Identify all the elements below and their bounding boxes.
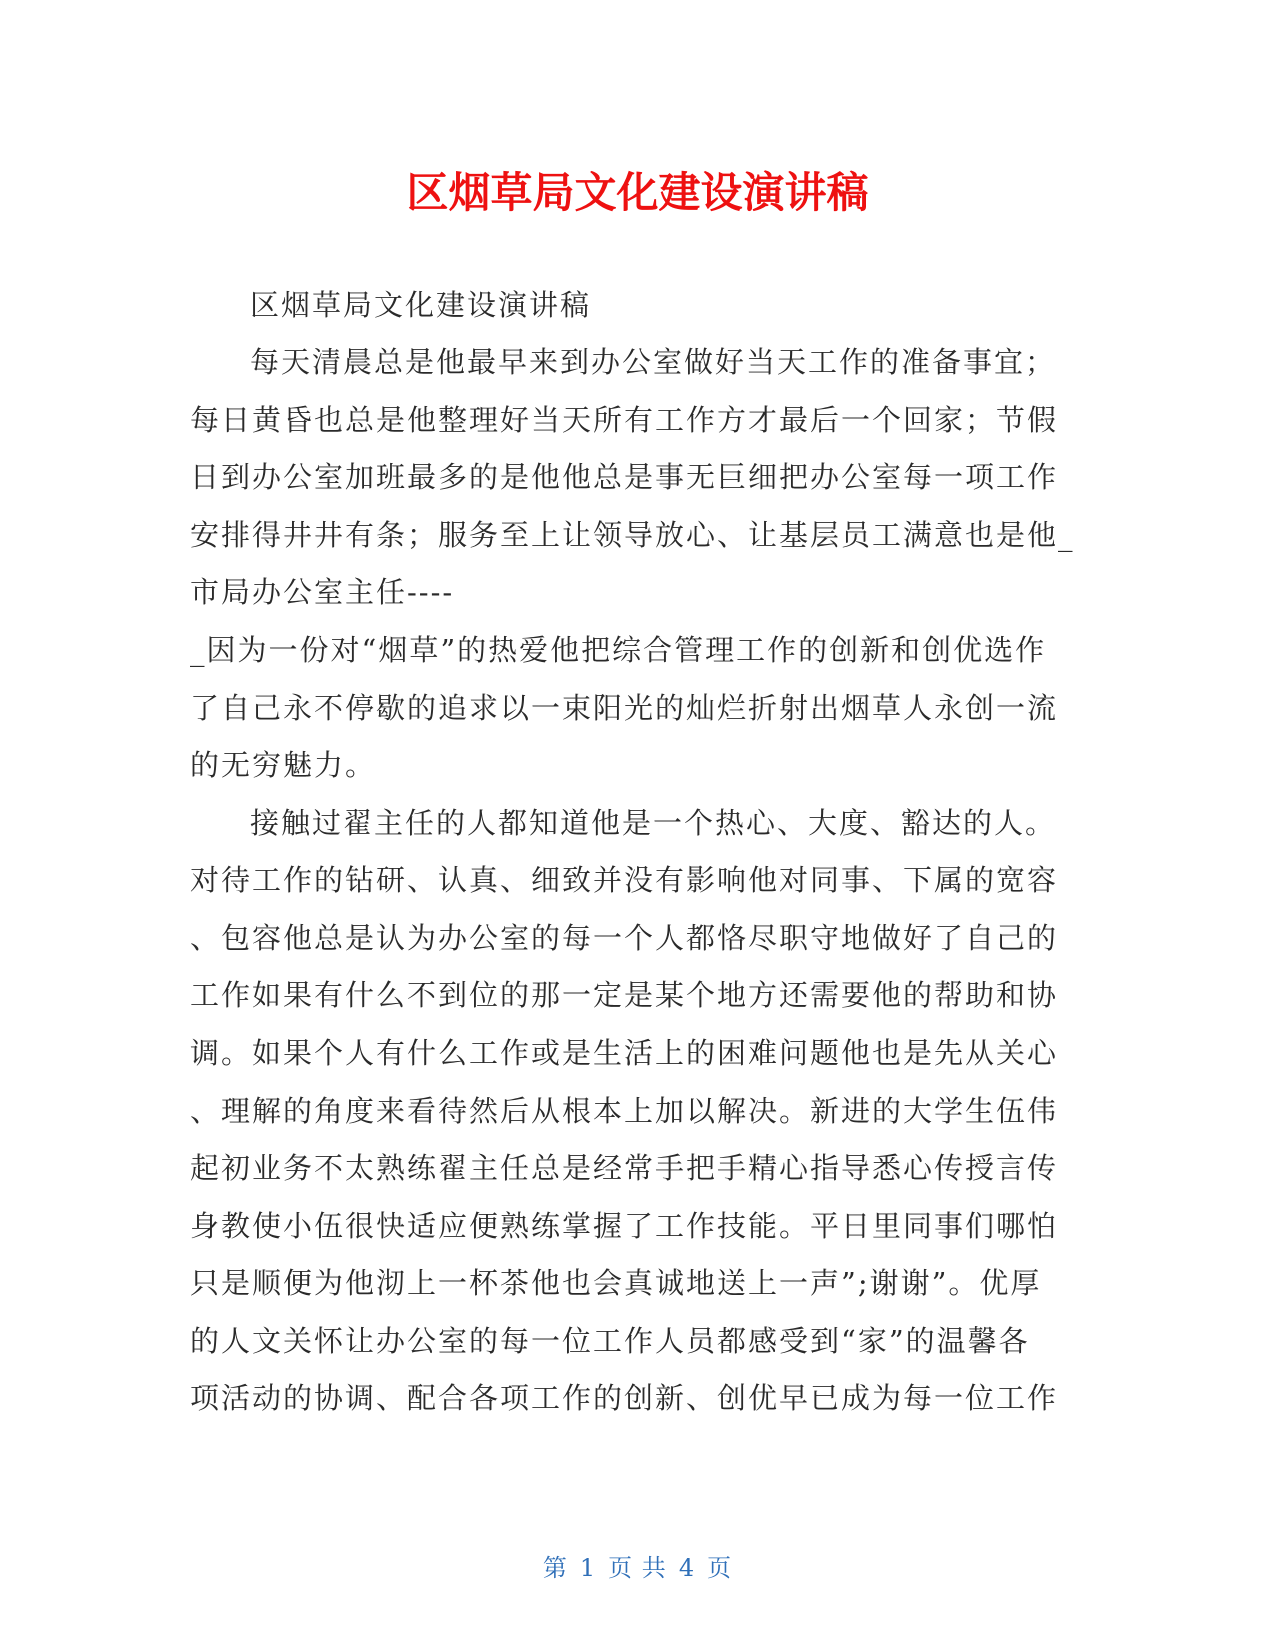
body-line: 安排得井井有条；服务至上让领导放心、让基层员工满意也是他_ — [190, 518, 1075, 552]
body-line: 、理解的角度来看待然后从根本上加以解决。新进的大学生伍伟 — [190, 1094, 1059, 1128]
body-line: 的人文关怀让办公室的每一位工作人员都感受到“家”的温馨各 — [190, 1324, 1030, 1358]
body-line: 每日黄昏也总是他整理好当天所有工作方才最后一个回家；节假 — [190, 403, 1059, 437]
footer-total-pages: 4 — [678, 1554, 696, 1582]
footer-pages-label: 页 — [707, 1554, 733, 1582]
body-line: _因为一份对“烟草”的热爱他把综合管理工作的创新和创优选作 — [190, 633, 1047, 667]
body-line: 日到办公室加班最多的是他他总是事无巨细把办公室每一项工作 — [190, 460, 1059, 494]
body-line: 调。如果个人有什么工作或是生活上的困难问题他也是先从关心 — [190, 1036, 1059, 1070]
body-line: 工作如果有什么不到位的那一定是某个地方还需要他的帮助和协 — [190, 978, 1059, 1012]
page-footer — [0, 1548, 1275, 1583]
body-line: 区烟草局文化建设演讲稿 — [250, 288, 592, 322]
body-line: 身教使小伍很快适应便熟练掌握了工作技能。平日里同事们哪怕 — [190, 1209, 1059, 1243]
body-line: 、包容他总是认为办公室的每一个人都恪尽职守地做好了自己的 — [190, 921, 1059, 955]
body-line: 了自己永不停歇的追求以一束阳光的灿烂折射出烟草人永创一流 — [190, 691, 1059, 725]
body-line: 接触过翟主任的人都知道他是一个热心、大度、豁达的人。 — [250, 806, 1057, 840]
body-line: 只是顺便为他沏上一杯茶他也会真诚地送上一声”;谢谢”。优厚 — [190, 1266, 1042, 1300]
footer-of-label: 页 共 — [608, 1554, 667, 1582]
body-line: 项活动的协调、配合各项工作的创新、创优早已成为每一位工作 — [190, 1381, 1059, 1415]
body-line: 的无穷魅力。 — [190, 748, 377, 782]
body-line: 每天清晨总是他最早来到办公室做好当天工作的准备事宜； — [250, 345, 1057, 379]
body-line: 起初业务不太熟练翟主任总是经常手把手精心指导悉心传授言传 — [190, 1151, 1059, 1185]
document-title: 区烟草局文化建设演讲稿 — [406, 168, 869, 217]
footer-page-label: 第 — [542, 1554, 568, 1582]
body-line: 市局办公室主任---- — [190, 575, 455, 609]
body-line: 对待工作的钻研、认真、细致并没有影响他对同事、下属的宽容 — [190, 863, 1059, 897]
footer-current-page: 1 — [579, 1554, 597, 1582]
